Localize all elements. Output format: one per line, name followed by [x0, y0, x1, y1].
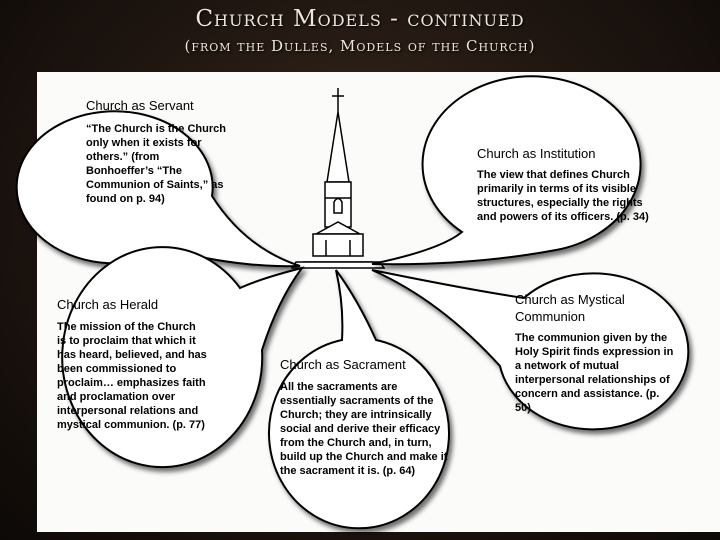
slide-subtitle: (from the Dulles, Models of the Church)	[184, 37, 536, 55]
herald-body: The mission of the Church is to proclaim that which it has heard, believed, and has been commissioned to proclaim… emphasizes faith and proclamation over interpersonal relations and mystical communion. (p. 77)	[57, 321, 207, 431]
servant-body: “The Church is the Church only when it exists for others.” (from Bonhoeffer’s “The Communion of Saints,” as found on p. 94)	[86, 123, 226, 205]
institution-heading: Church as Institution	[477, 146, 596, 161]
institution-body: The view that defines Church primarily in terms of its visible structures, especially the rights and powers of its officers. (p. 34)	[477, 169, 649, 223]
mystical-communion-heading: Church as Mystical Communion	[515, 292, 625, 324]
herald-heading: Church as Herald	[57, 297, 159, 312]
sacrament-body: All the sacraments are essentially sacraments of the Church; they are intrinsically social and derive their efficacy from the Church and, in turn, build up the Church and make it the sacrament it is. (p. 64)	[280, 381, 448, 477]
church-steeple-icon	[292, 88, 384, 268]
slide-title: Church Models - continued	[195, 6, 525, 32]
mystical-communion-body: The communion given by the Holy Spirit finds expression in a network of mutual interpersonal relationships of concern and assistance. (p. 50)	[515, 332, 674, 414]
sacrament-heading: Church as Sacrament	[280, 357, 406, 372]
servant-heading: Church as Servant	[86, 98, 194, 113]
